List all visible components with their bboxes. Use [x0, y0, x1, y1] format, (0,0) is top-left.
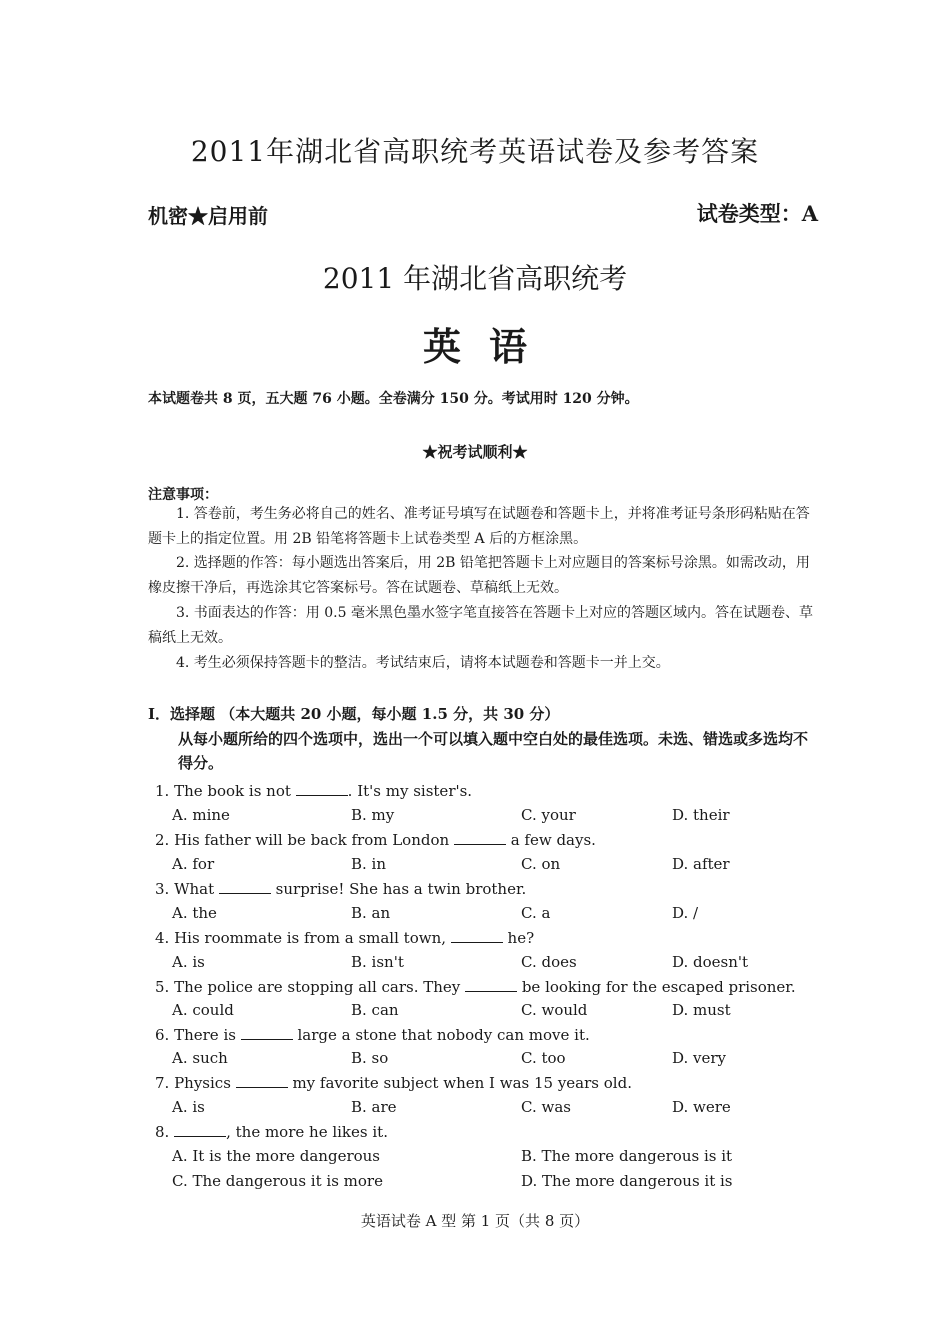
option-b: B. are: [351, 1098, 397, 1116]
option-b: B. an: [351, 904, 391, 922]
option-a: A. could: [172, 1001, 234, 1019]
option-b: B. my: [351, 806, 395, 824]
option-c: C. a: [521, 904, 551, 922]
question-5: 5. The police are stopping all cars. They be looking for the escaped prisoner.: [155, 978, 796, 996]
section-instruction: 从每小题所给的四个选项中，选出一个可以填入题中空白处的最佳选项。未选、错选或多选均不得分。: [178, 730, 809, 772]
option-c: C. on: [521, 855, 561, 873]
exam-summary: 本试题卷共 8 页，五大题 76 小题。全卷满分 150 分。考试用时 120 分钟。: [148, 391, 639, 407]
option-a: A. is: [172, 953, 205, 971]
question-2: 2. His father will be back from London a few days.: [155, 831, 596, 849]
option-d: D. after: [672, 855, 730, 873]
notice-item: 4. 考生必须保持答题卡的整洁。考试结束后，请将本试题卷和答题卡一并上交。: [176, 655, 670, 671]
option-c: C. would: [521, 1001, 588, 1019]
option-a: A. such: [172, 1049, 228, 1067]
option-d: D. must: [672, 1001, 731, 1019]
option-c: C. too: [521, 1049, 566, 1067]
option-d: D. doesn't: [672, 953, 749, 971]
question-4: 4. His roommate is from a small town, he?: [155, 929, 535, 947]
option-a: A. mine: [172, 806, 230, 824]
option-d: D. /: [672, 904, 699, 922]
notice-item: 3. 书面表达的作答：用 0.5 毫米黑色墨水签字笔直接答在答题卡上对应的答题区域内。答在试题卷、草稿纸上无效。: [148, 605, 813, 646]
question-8: 8. , the more he likes it.: [155, 1123, 388, 1141]
notice-item: 1. 答卷前，考生务必将自己的姓名、准考证号填写在试题卷和答题卡上，并将准考证号条形码粘贴在答题卡上的指定位置。用 2B 铅笔将答题卡上试卷类型 A 后的方框涂黑。: [148, 506, 810, 547]
answer-blank: [465, 977, 517, 992]
notice-item: 2. 选择题的作答：每小题选出答案后，用 2B 铅笔把答题卡上对应题目的答案标号涂黑。如需改动，用橡皮擦干净后，再选涂其它答案标号。答在试题卷、草稿纸上无效。: [148, 555, 810, 596]
confidential-label: 机密★启用前: [148, 204, 268, 228]
option-a: A. the: [172, 904, 217, 922]
option-c: C. The dangerous it is more: [172, 1172, 383, 1190]
option-a: A. is: [172, 1098, 205, 1116]
answer-blank: [451, 928, 503, 943]
page-footer: 英语试卷 A 型 第 1 页（共 8 页）: [360, 1212, 590, 1230]
option-b: B. so: [351, 1049, 389, 1067]
option-c: C. does: [521, 953, 577, 971]
option-b: B. can: [351, 1001, 399, 1019]
blessing-line: ★祝考试顺利★: [422, 443, 528, 461]
notice-heading: 注意事项：: [148, 487, 218, 503]
answer-blank: [454, 830, 506, 845]
subject-title: 英语: [422, 324, 555, 369]
option-c: C. your: [521, 806, 576, 824]
option-b: B. isn't: [351, 953, 404, 971]
document-title: 2011年湖北省高职统考英语试卷及参考答案: [190, 135, 760, 168]
answer-blank: [296, 781, 348, 796]
answer-blank: [174, 1122, 226, 1137]
option-a: A. for: [172, 855, 215, 873]
paper-type-label: 试卷类型：A: [696, 201, 818, 226]
exam-title: 2011 年湖北省高职统考: [322, 262, 628, 295]
option-d: D. The more dangerous it is: [521, 1172, 733, 1190]
option-d: D. their: [672, 806, 730, 824]
question-3: 3. What surprise! She has a twin brother.: [155, 880, 527, 898]
answer-blank: [241, 1025, 293, 1040]
option-a: A. It is the more dangerous: [172, 1147, 381, 1165]
option-c: C. was: [521, 1098, 571, 1116]
section-heading: I．选择题 （本大题共 20 小题，每小题 1.5 分，共 30 分）: [148, 705, 560, 723]
option-b: B. in: [351, 855, 387, 873]
question-1: 1. The book is not . It's my sister's.: [155, 782, 473, 800]
question-6: 6. There is large a stone that nobody can move it.: [155, 1026, 590, 1044]
option-d: D. very: [672, 1049, 727, 1067]
question-7: 7. Physics my favorite subject when I was 15 years old.: [155, 1074, 632, 1092]
option-d: D. were: [672, 1098, 731, 1116]
answer-blank: [236, 1073, 288, 1088]
answer-blank: [219, 879, 271, 894]
option-b: B. The more dangerous is it: [521, 1147, 733, 1165]
